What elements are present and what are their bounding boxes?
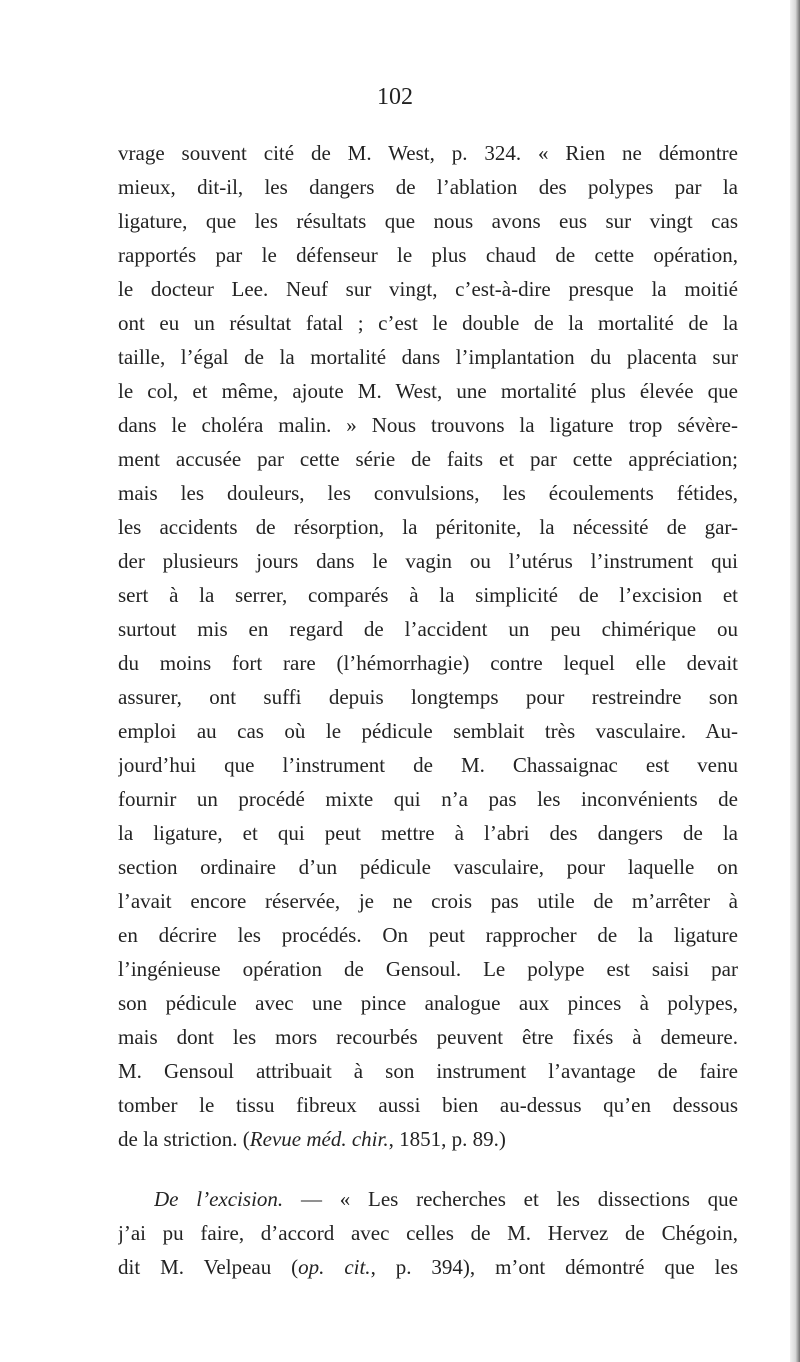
text-line: tomber le tissu fibreux aussi bien au-dessus qu’en dessous	[118, 1093, 738, 1117]
text-line: vrage souvent cité de M. West, p. 324. « Rien ne démontre	[118, 141, 738, 165]
text-line-section-start	[154, 1182, 738, 1216]
text-run: — « Les recherches et les dissections que	[283, 1187, 738, 1211]
text-line: mais les douleurs, les convulsions, les écoulements fétides,	[118, 481, 738, 505]
citation-abbrev: op. cit.	[298, 1255, 371, 1279]
text-line: fournir un procédé mixte qui n’a pas les inconvénients de	[118, 787, 738, 811]
text-line: mais dont les mors recourbés peuvent être fixés à demeure.	[118, 1025, 738, 1049]
text-line: jourd’hui que l’instrument de M. Chassaignac est venu	[118, 753, 738, 777]
text-line: ment accusée par cette série de faits et par cette appréciation;	[118, 447, 738, 471]
text-line: les accidents de résorption, la péritonite, la nécessité de gar-	[118, 515, 738, 539]
text-line: taille, l’égal de la mortalité dans l’implantation du placenta sur	[118, 345, 738, 369]
text-line-citation	[118, 1122, 738, 1156]
text-line: j’ai pu faire, d’accord avec celles de M. Hervez de Chégoin,	[118, 1221, 738, 1245]
text-line: M. Gensoul attribuait à son instrument l’avantage de faire	[118, 1059, 738, 1083]
page-number: 102	[377, 84, 413, 110]
text-line: le col, et même, ajoute M. West, une mortalité plus élevée que	[118, 379, 738, 403]
text-line: emploi au cas où le pédicule semblait très vasculaire. Au-	[118, 719, 738, 743]
text-line: assurer, ont suffi depuis longtemps pour restreindre son	[118, 685, 738, 709]
text-line: en décrire les procédés. On peut rapprocher de la ligature	[118, 923, 738, 947]
text-line	[118, 1250, 738, 1284]
text-run: dit M. Velpeau (	[118, 1255, 299, 1279]
text-line: ont eu un résultat fatal ; c’est le double de la mortalité de la	[118, 311, 738, 335]
text-line: son pédicule avec une pince analogue aux pinces à polypes,	[118, 991, 738, 1015]
text-line: ligature, que les résultats que nous avons eus sur vingt cas	[118, 209, 738, 233]
text-line: la ligature, et qui peut mettre à l’abri des dangers de la	[118, 821, 738, 845]
text-line: dans le choléra malin. » Nous trouvons la ligature trop sévère-	[118, 413, 738, 437]
page-edge-shadow	[790, 0, 800, 1362]
text-line: rapportés par le défenseur le plus chaud de cette opération,	[118, 243, 738, 267]
text-line: der plusieurs jours dans le vagin ou l’utérus l’instrument qui	[118, 549, 738, 573]
text-line: le docteur Lee. Neuf sur vingt, c’est-à-dire presque la moitié	[118, 277, 738, 301]
text-line: section ordinaire d’un pédicule vasculaire, pour laquelle on	[118, 855, 738, 879]
text-line: du moins fort rare (l’hémorrhagie) contre lequel elle devait	[118, 651, 738, 675]
text-line: mieux, dit-il, les dangers de l’ablation des polypes par la	[118, 175, 738, 199]
text-run: , p. 394), m’ont démontré que les	[370, 1255, 738, 1279]
text-line: surtout mis en regard de l’accident un peu chimérique ou	[118, 617, 738, 641]
text-line: l’ingénieuse opération de Gensoul. Le polype est saisi par	[118, 957, 738, 981]
journal-title: Revue méd. chir.	[249, 1127, 389, 1151]
text-run: de la striction. (	[118, 1127, 250, 1151]
text-line: l’avait encore réservée, je ne crois pas utile de m’arrêter à	[118, 889, 738, 913]
text-run: , 1851, p. 89.)	[388, 1127, 506, 1151]
text-line: sert à la serrer, comparés à la simplicité de l’excision et	[118, 583, 738, 607]
section-heading: De l’excision.	[154, 1187, 284, 1211]
